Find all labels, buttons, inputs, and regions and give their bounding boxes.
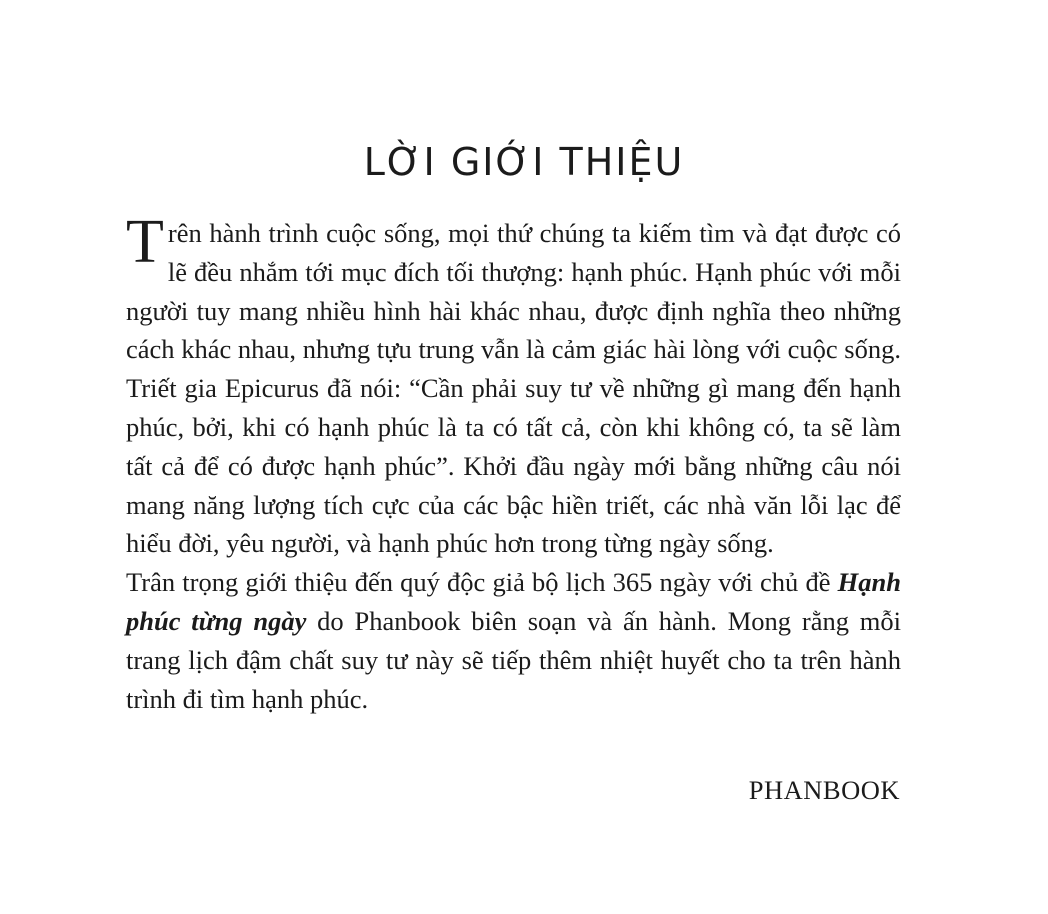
drop-cap: T <box>126 208 164 276</box>
signature: PHANBOOK <box>748 775 900 805</box>
closing-paragraph-after: do Phanbook biên soạn và ấn hành. Mong rằng mỗi trang lịch đậm chất suy tư này sẽ tiếp thêm nhiệt huyết cho ta trên hành trình đi tìm hạnh phúc. <box>126 605 901 714</box>
intro-paragraph-text: rên hành trình cuộc sống, mọi thứ chúng ta kiếm tìm và đạt được có lẽ đều nhắm tới mục đích tối thượng: hạnh phúc. Hạnh phúc với mỗi người tuy mang nhiều hình hài khác nhau, được định nghĩa theo những cách khác nhau, nhưng tựu trung vẫn là cảm giác hài lòng với cuộc sống. Triết gia Epicurus đã nói: “Cần phải suy tư về những gì mang đến hạnh phúc, bởi, khi có hạnh phúc là ta có tất cả, còn khi không có, ta sẽ làm tất cả để có được hạnh phúc”. Khởi đầu ngày mới bằng những câu nói mang năng lượng tích cực của các bậc hiền triết, các nhà văn lỗi lạc để hiểu đời, yêu người, và hạnh phúc hơn trong từng ngày sống. <box>126 218 901 559</box>
intro-paragraph <box>126 208 901 563</box>
page-title: LỜI GIỚI THIỆU <box>363 140 685 184</box>
body-text <box>126 208 901 718</box>
closing-paragraph <box>126 563 901 718</box>
book-title: Hạnh phúc từng ngày <box>126 567 901 636</box>
closing-paragraph-before: Trân trọng giới thiệu đến quý độc giả bộ lịch 365 ngày với chủ đề <box>126 567 838 598</box>
